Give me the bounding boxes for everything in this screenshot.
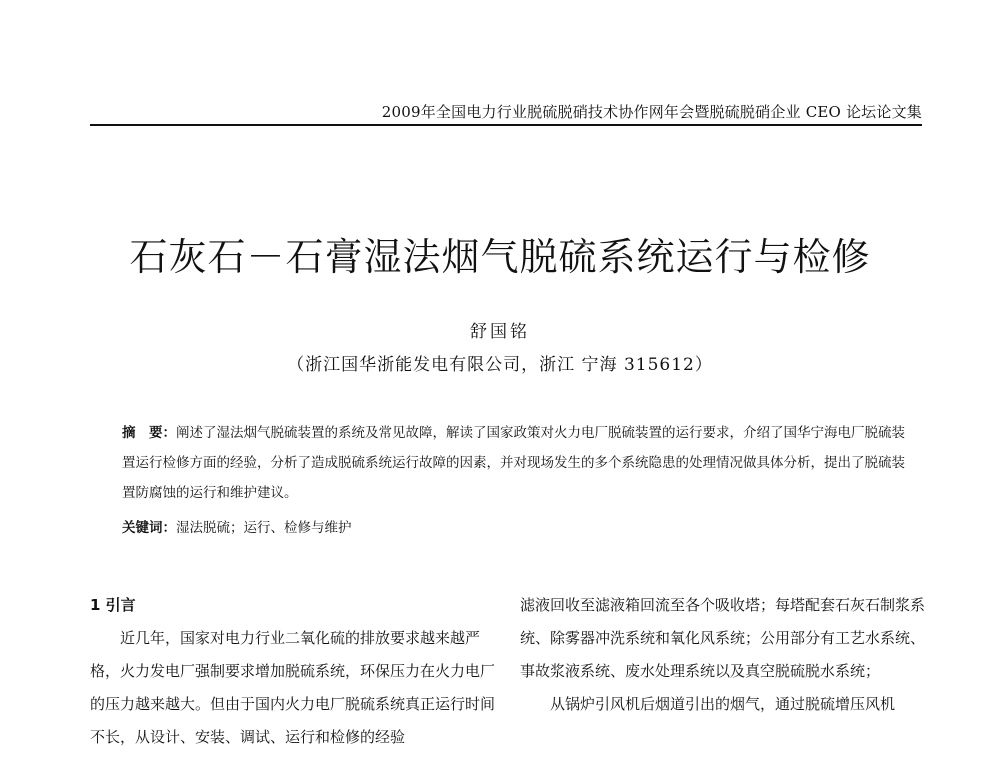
body-paragraph: 近几年，国家对电力行业二氧化硫的排放要求越来越严格，火力发电厂强制要求增加脱硫系统，环保压力在火力电厂的压力越来越大。但由于国内火力电厂脱硫系统真正运行时间不长，从设计、安装、调试、运行和检修的经验	[90, 629, 496, 746]
left-column	[90, 589, 500, 754]
abstract-label: 摘 要：	[122, 425, 176, 441]
right-column	[520, 589, 930, 721]
running-header: 2009年全国电力行业脱硫脱硝技术协作网年会暨脱硫脱硝企业 CEO 论坛论文集	[381, 103, 922, 121]
paper-author: 舒国铭	[470, 322, 530, 342]
header-rule	[90, 124, 922, 126]
abstract-text: 阐述了湿法烟气脱硫装置的系统及常见故障，解读了国家政策对火力电厂脱硫装置的运行要求，介绍了国华宁海电厂脱硫装置运行检修方面的经验，分析了造成脱硫系统运行故障的因素，并对现场发生的多个系统隐患的处理情况做具体分析，提出了脱硫装置防腐蚀的运行和维护建议。	[122, 425, 905, 501]
section-heading-introduction: 1 引言	[90, 596, 136, 614]
paper-title: 石灰石－石膏湿法烟气脱硫系统运行与检修	[129, 235, 871, 279]
paper-affiliation: （浙江国华浙能发电有限公司，浙江 宁海 315612）	[287, 355, 713, 375]
keywords-text: 湿法脱硫；运行、检修与维护	[176, 520, 352, 536]
abstract	[122, 418, 912, 508]
keywords-label: 关键词：	[122, 520, 176, 536]
body-paragraph-next: 从锅炉引风机后烟道引出的烟气，通过脱硫增压风机	[550, 695, 896, 713]
keywords	[122, 513, 912, 543]
body-paragraph-continued: 滤液回收至滤液箱回流至各个吸收塔；每塔配套石灰石制浆系统、除雾器冲洗系统和氧化风系统；公用部分有工艺水系统、事故浆液系统、废水处理系统以及真空脱硫脱水系统；	[520, 596, 926, 680]
